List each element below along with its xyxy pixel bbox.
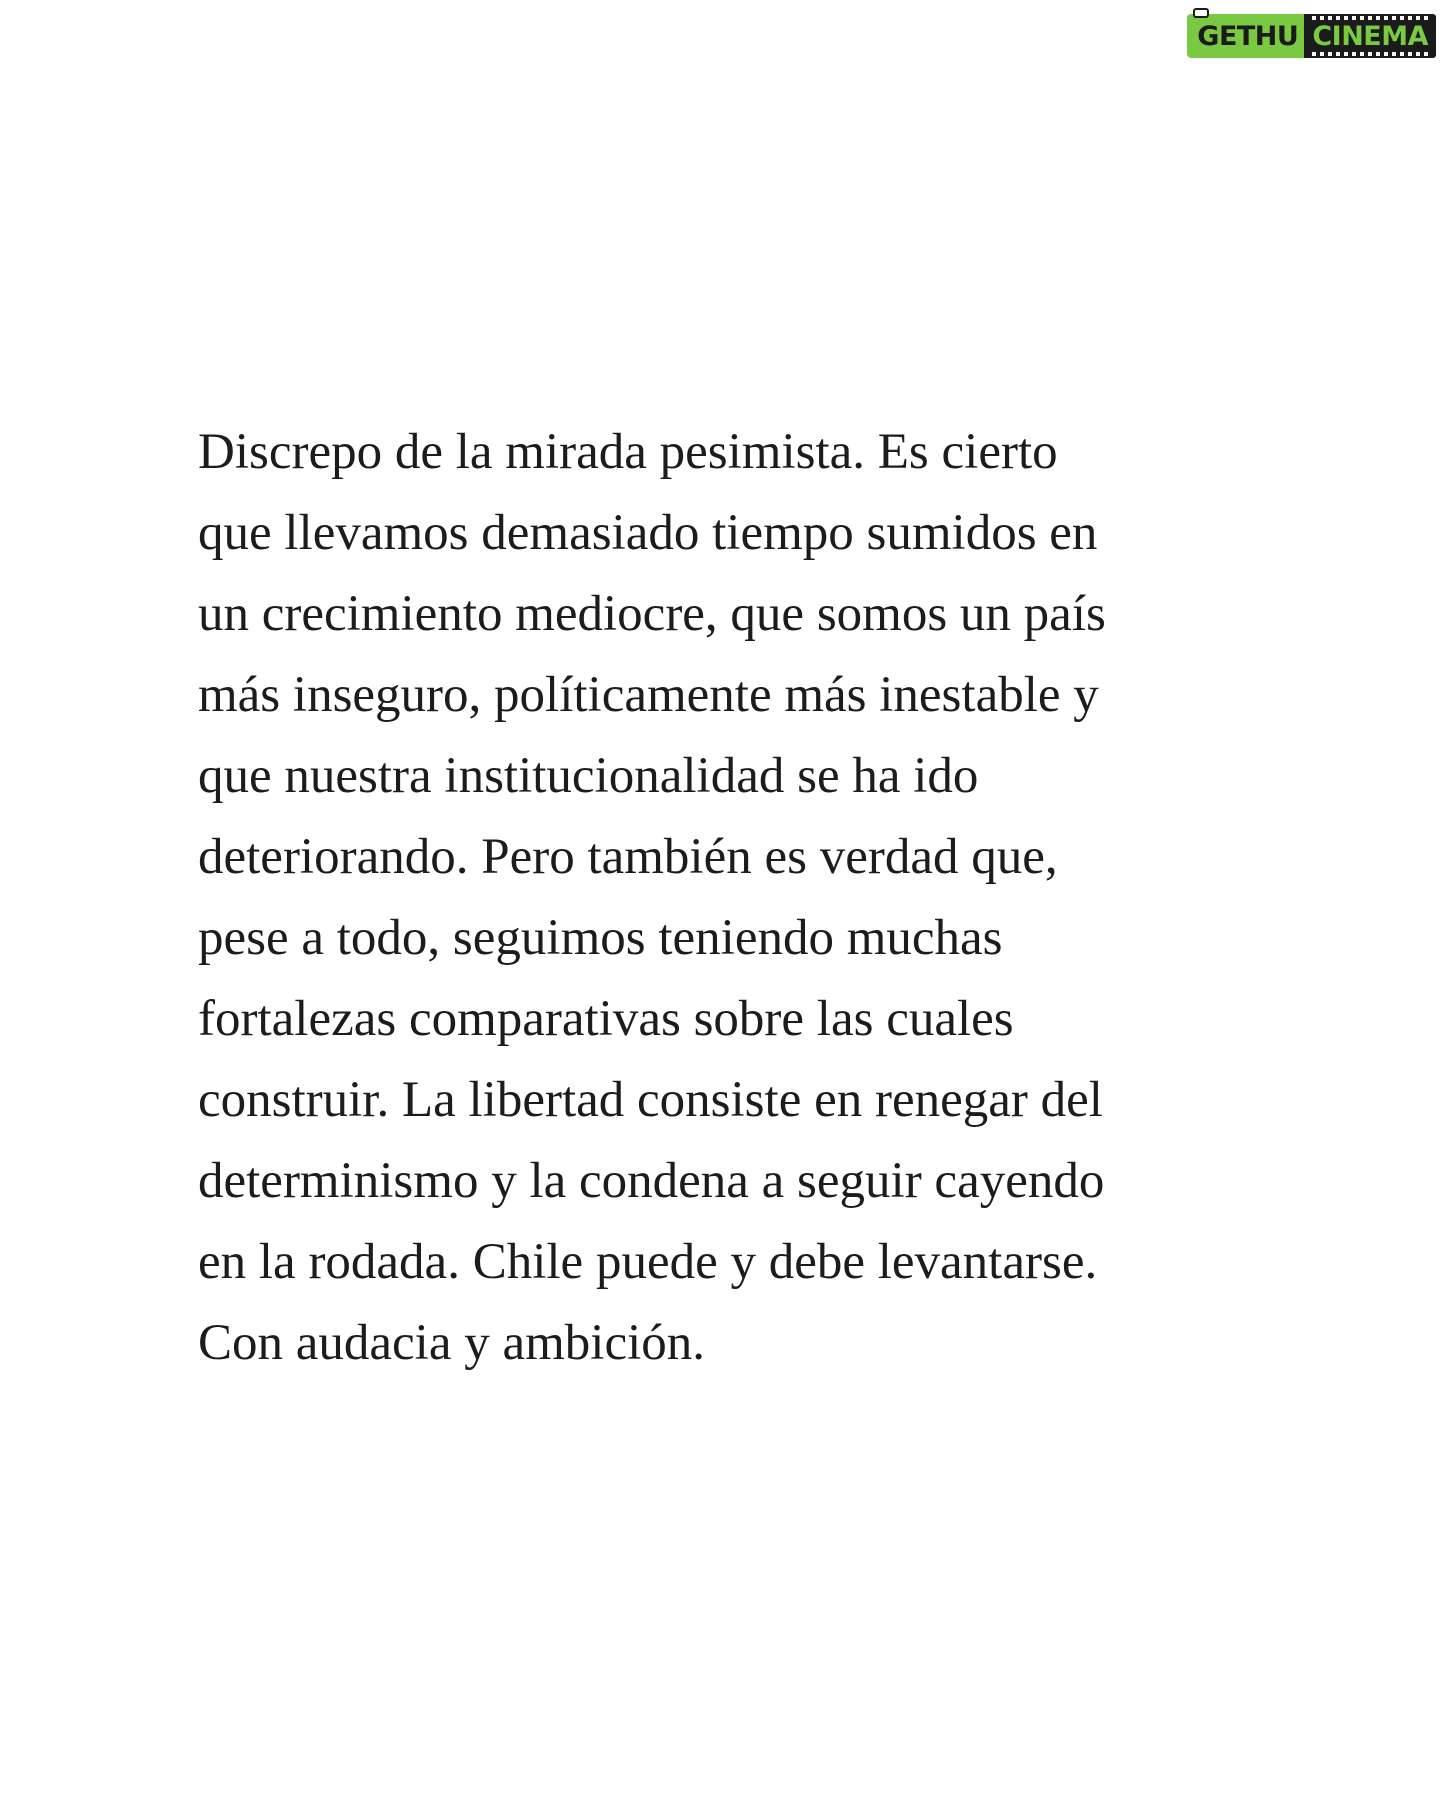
paragraph-line: que nuestra institucionalidad se ha ido [198, 748, 979, 804]
film-strip-icon [1312, 16, 1428, 20]
paragraph-line: Discrepo de la mirada pesimista. Es cierto [198, 424, 1058, 480]
quote-paragraph [198, 412, 1278, 1384]
paragraph-line: un crecimiento mediocre, que somos un país [198, 586, 1106, 642]
paragraph-line: determinismo y la condena a seguir cayendo [198, 1153, 1105, 1209]
paragraph-line: construir. La libertad consiste en renegar del [198, 1072, 1103, 1128]
paragraph-line: fortalezas comparativas sobre las cuales [198, 991, 1014, 1047]
logo-text-cinema-label: CINEMA [1312, 20, 1428, 52]
gethu-cinema-logo [1187, 14, 1436, 58]
paragraph-line: más inseguro, políticamente más inestable y [198, 667, 1099, 723]
paragraph-line: que llevamos demasiado tiempo sumidos en [198, 505, 1098, 561]
logo-text-cinema [1304, 14, 1436, 58]
logo-text-gethu: GETHU [1187, 14, 1304, 58]
paragraph-line: pese a todo, seguimos teniendo muchas [198, 910, 1003, 966]
paragraph-line: en la rodada. Chile puede y debe levantarse. [198, 1234, 1098, 1290]
paragraph-line: deteriorando. Pero también es verdad que, [198, 829, 1058, 885]
paragraph-line: Con audacia y ambición. [198, 1315, 706, 1371]
film-strip-icon [1312, 52, 1428, 56]
camera-icon [1193, 8, 1209, 18]
